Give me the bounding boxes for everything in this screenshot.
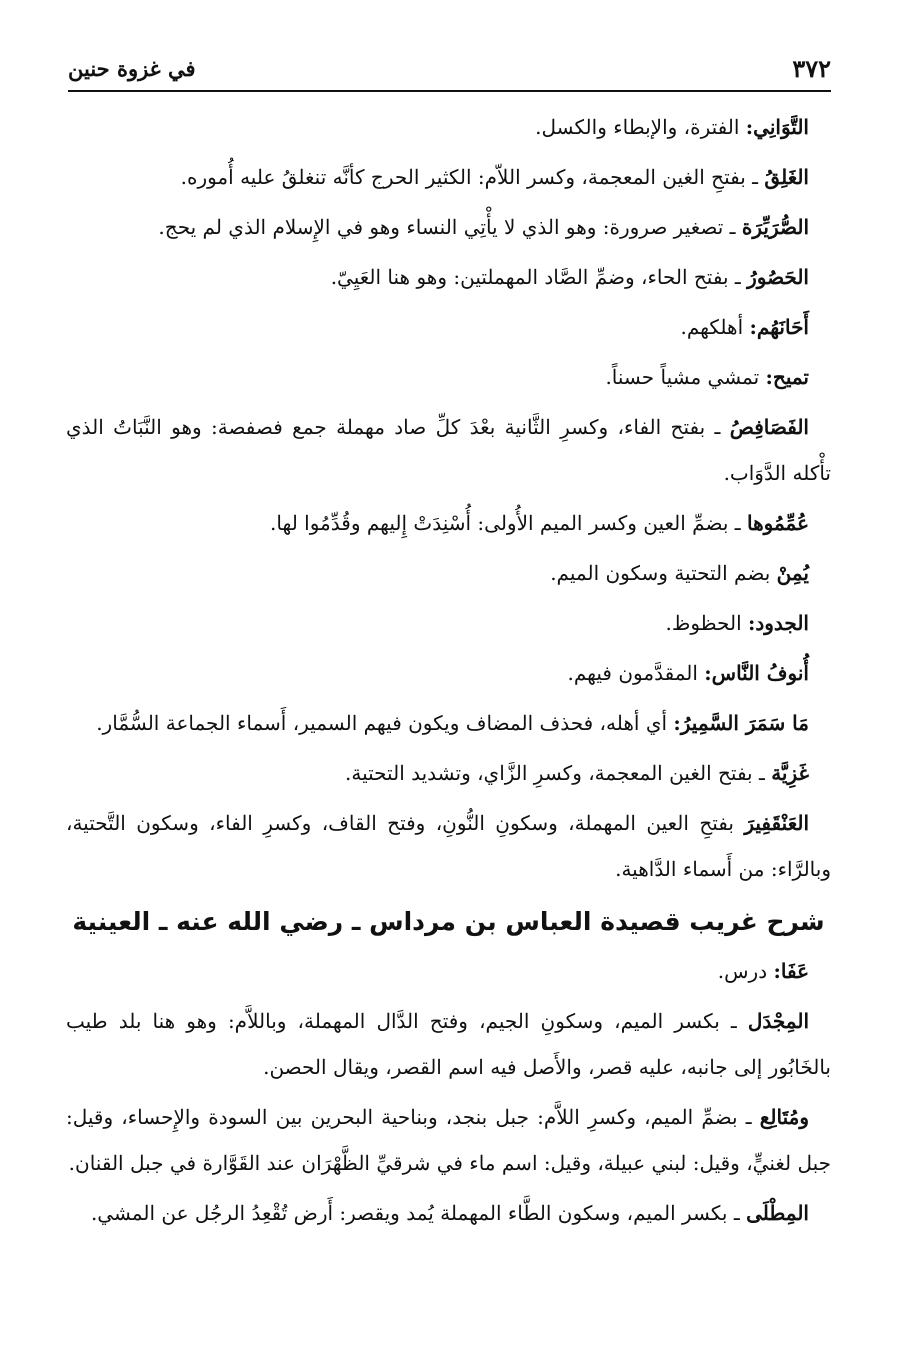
entry-definition: ـ بفتح الغين المعجمة، وكسرِ الزَّاي، وتشديد التحتية. [345, 761, 772, 785]
entry-headword: ومُتَالِع [759, 1105, 809, 1129]
entry-headword: العَنْقَفِيرَ [744, 811, 809, 835]
entry-headword: الجدود: [747, 611, 809, 635]
glossary-entry [66, 600, 831, 646]
glossary-entry [66, 254, 831, 300]
entry-definition: ـ بفتح الحاء، وضمِّ الصَّاد المهملتين: وهو هنا العَيِيّ. [330, 265, 748, 289]
entry-definition: الفترة، والإبطاء والكسل. [535, 115, 746, 139]
entry-headword: التَّوَانِي: [745, 115, 809, 139]
glossary-entry [66, 650, 831, 696]
entry-definition: ـ بكسر الميم، وسكون الطَّاء المهملة يُمد ويقصر: أَرض تُقْعِدُ الرجُل عن المشي. [90, 1201, 747, 1225]
entry-definition: ـ بكسر الميم، وسكونِ الجيم، وفتح الدَّال المهملة، وباللاَّم: وهو هنا بلد طيب بالخَابُور إلى جانبه، عليه قصر، والأَصل فيه اسم القصر، ويقال الحصن. [66, 1009, 831, 1079]
entry-headword: تميح: [765, 365, 809, 389]
glossary-entry [66, 1190, 831, 1236]
running-title: في غزوة حنين [68, 56, 196, 81]
glossary-entry [66, 948, 831, 994]
entry-headword: غَزِيَّة [771, 761, 809, 785]
entry-headword: عَفَا: [773, 959, 809, 983]
glossary-entry [66, 550, 831, 596]
glossary-entry [66, 500, 831, 546]
entry-definition: ـ بضمِّ العين وكسر الميم الأُولى: أُسْنِدَتْ إِليهم وقُدِّمُوا لها. [270, 511, 747, 535]
glossary-top [66, 104, 831, 892]
entry-definition: المقدَّمون فيهم. [567, 661, 705, 685]
entry-definition: بضم التحتية وسكون الميم. [550, 561, 777, 585]
glossary-entry [66, 204, 831, 250]
entry-headword: المِطْلَى [746, 1201, 809, 1225]
entry-definition: أي أهله، فحذف المضاف ويكون فيهم السمير، أَسماء الجماعة السُّمَّار. [96, 711, 674, 735]
entry-headword: المِجْدَل [747, 1009, 809, 1033]
entry-definition: ـ تصغير صرورة: وهو الذي لا يأْتِي النساء وهو في الإِسلام الذي لم يحج. [158, 215, 742, 239]
page-body [66, 104, 831, 1240]
entry-headword: عُمِّمُوها [746, 511, 809, 535]
glossary-entry [66, 998, 831, 1090]
glossary-entry [66, 154, 831, 200]
glossary-entry [66, 750, 831, 796]
glossary-entry [66, 104, 831, 150]
glossary-entry [66, 1094, 831, 1186]
entry-headword: أُنوفُ النَّاس: [704, 661, 809, 685]
entry-definition: ـ بفتح الفاء، وكسرِ الثَّانية بعْدَ كلِّ صاد مهملة جمع فصفصة: وهو النَّبَاتُ الذي تأْكله الدَّوَاب. [66, 415, 831, 485]
section-title: شرح غريب قصيدة العباس بن مرداس ـ رضي الله عنه ـ العينية [72, 907, 825, 936]
page-header [68, 50, 831, 92]
entry-headword: يُمِنْ [776, 561, 809, 585]
entry-definition: درس. [717, 959, 774, 983]
entry-definition: بفتحِ العين المهملة، وسكونِ النُّونِ، وفتح القاف، وكسرِ الفاء، وسكون التَّحتية، وبالرَّاء: من أَسماء الدَّاهية. [66, 811, 831, 881]
glossary-entry [66, 354, 831, 400]
glossary-entry [66, 304, 831, 350]
entry-headword: الغَلِقُ [764, 165, 809, 189]
glossary-bottom [66, 948, 831, 1236]
entry-headword: الصُّرَيِّرَة [741, 215, 809, 239]
glossary-entry [66, 700, 831, 746]
entry-headword: أَحَانَهُم: [749, 315, 809, 339]
entry-definition: أهلكهم. [680, 315, 750, 339]
entry-definition: الحظوظ. [665, 611, 748, 635]
entry-headword: الحَصُورُ [747, 265, 809, 289]
glossary-entry [66, 404, 831, 496]
entry-headword: مَا سَمَرَ السَّمِيرُ: [673, 711, 809, 735]
entry-definition: ـ بفتحِ الغين المعجمة، وكسر اللاّم: الكثير الحرج كأنَّه تنغلقُ عليه أُموره. [180, 165, 765, 189]
entry-headword: الفَصَافِصُ [729, 415, 809, 439]
glossary-entry [66, 800, 831, 892]
entry-definition: تمشي مشياً حسناً. [605, 365, 766, 389]
page-number: ٣٧٢ [792, 54, 831, 83]
entry-definition: ـ بضمِّ الميم، وكسرِ اللاَّم: جبل بنجد، وبناحية البحرين بين السودة والإِحساء، وقيل: جبل لغنيٍّ، وقيل: لبني عبيلة، وقيل: اسم ماء في شرقيِّ الظَّهْرَان عند القَوَّارة في جبل القنان. [66, 1105, 831, 1175]
